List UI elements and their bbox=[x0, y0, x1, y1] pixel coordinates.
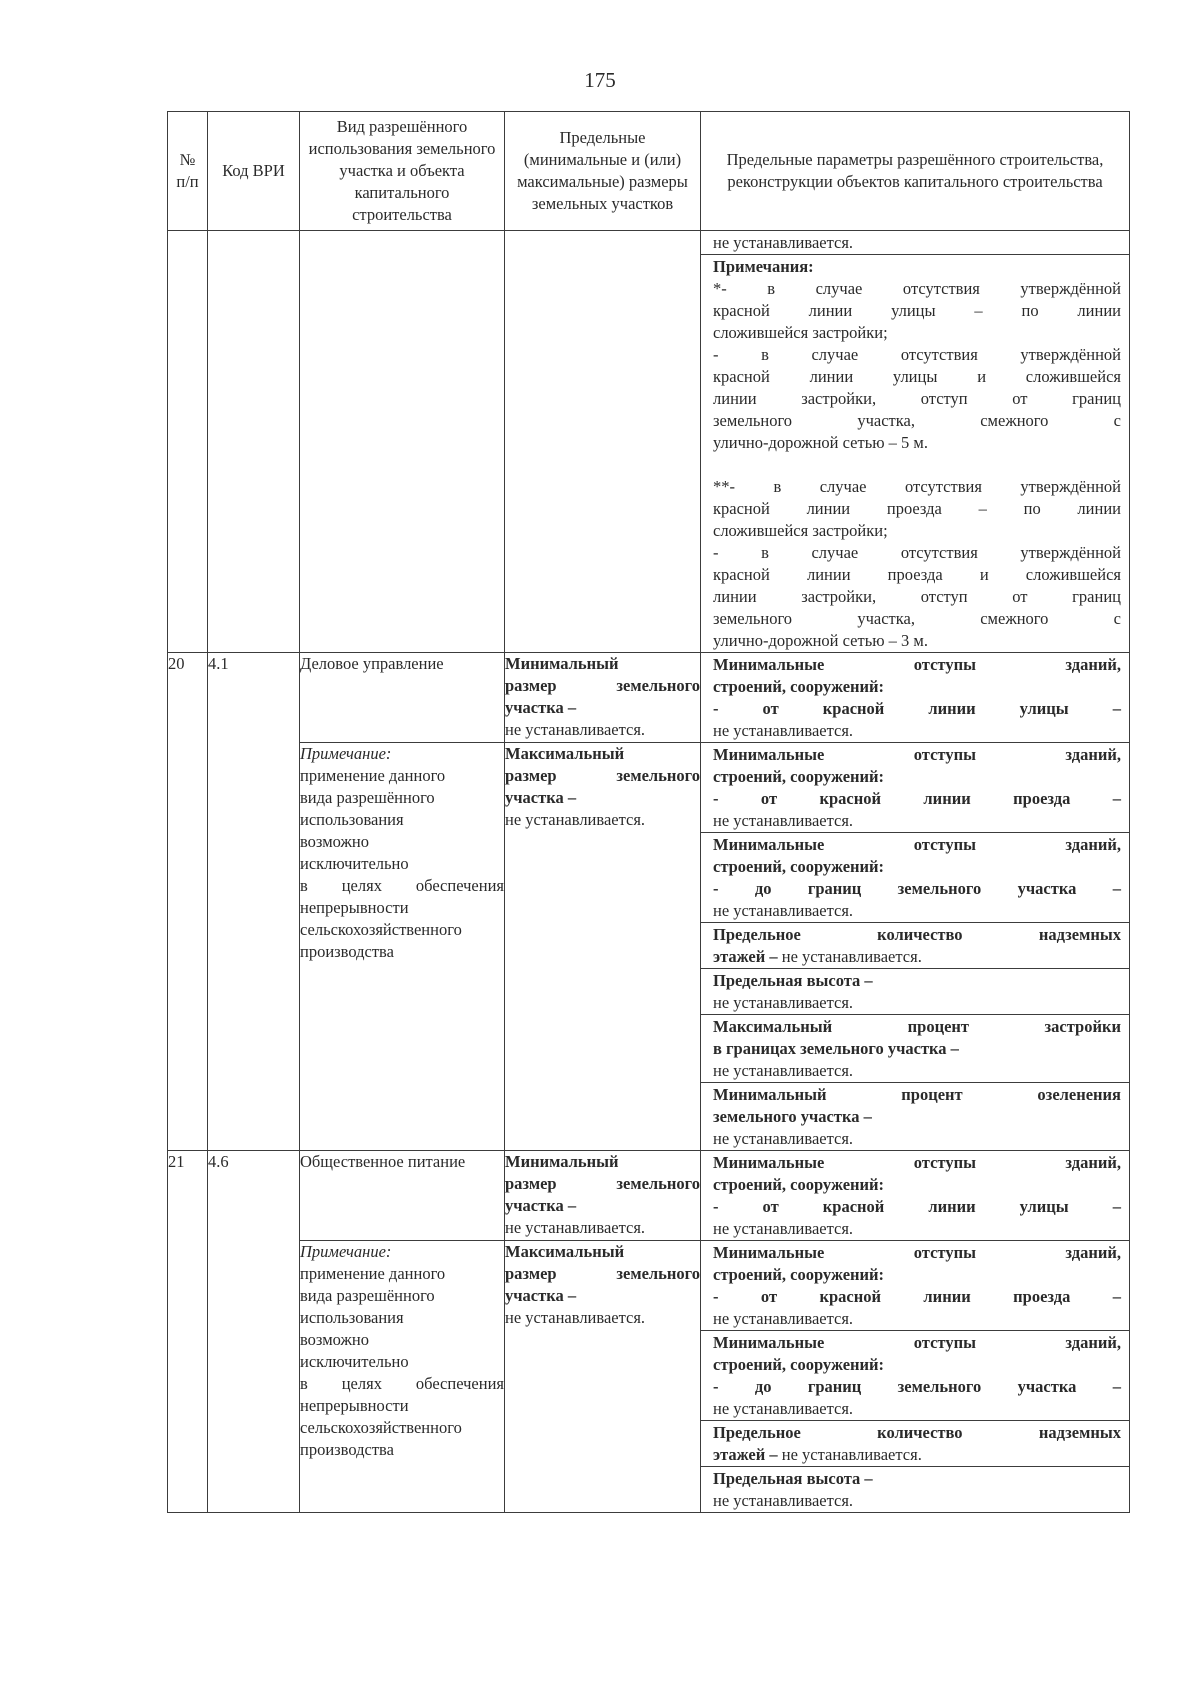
cell-params bbox=[701, 231, 1130, 653]
notes-block: Примечания: *- в случае отсутствия утверждённой красной линии улицы – по линии сложившейся застройки; - в случае отсутствия утверждённой красной линии улицы и сложившейся линии застройки, отступ от границ земельного участка, смежного с улично-дорожной сетью – 5 м. **- в случае отсутствия утверждённой красной линии проезда – по линии сложившейся застройки; - в случае отсутствия утверждённой красной линии проезда и сложившейся линии застройки, отступ от границ земельного участка, смежного с улично-дорожной сетью – 3 м. bbox=[701, 254, 1129, 652]
cell-size bbox=[505, 231, 701, 653]
row-number: 20 bbox=[168, 653, 208, 1151]
param-green: Минимальный процент озеленения земельного участка – не устанавливается. bbox=[701, 1082, 1129, 1150]
table-row bbox=[168, 653, 1130, 743]
page-number: 175 bbox=[584, 68, 616, 92]
row-use: Деловое управление bbox=[300, 653, 505, 743]
table-header-row bbox=[168, 112, 1130, 231]
row-max-size: Максимальный размер земельного участка – не устанавливается. bbox=[505, 1241, 701, 1513]
param-built: Максимальный процент застройки в границах земельного участка – не устанавливается. bbox=[701, 1014, 1129, 1082]
param-height: Предельная высота – не устанавливается. bbox=[701, 968, 1129, 1014]
row-params-street: Минимальные отступы зданий, строений, сооружений: - от красной линии улицы – не устанавливается. bbox=[701, 653, 1130, 743]
param-height: Предельная высота – не устанавливается. bbox=[701, 1466, 1129, 1512]
params-first-block: не устанавливается. bbox=[713, 233, 854, 252]
row-note: Примечание: применение данного вида разрешённого использования возможно исключительно в целях обеспечения непрерывности сельскохозяйственного производства bbox=[300, 1241, 505, 1513]
header-size: Предельные (минимальные и (или) максимальные) размеры земельных участков bbox=[505, 112, 701, 231]
cell-code bbox=[208, 231, 300, 653]
row-note: Примечание: применение данного вида разрешённого использования возможно исключительно в целях обеспечения непрерывности сельскохозяйственного производства bbox=[300, 743, 505, 1151]
param-border: Минимальные отступы зданий, строений, сооружений: - до границ земельного участка – не устанавливается. bbox=[701, 832, 1129, 922]
param-drive: Минимальные отступы зданий, строений, сооружений: - от красной линии проезда – не устанавливается. bbox=[713, 1243, 1121, 1328]
header-code: Код ВРИ bbox=[208, 112, 300, 231]
cell-num bbox=[168, 231, 208, 653]
param-drive: Минимальные отступы зданий, строений, сооружений: - от красной линии проезда – не устанавливается. bbox=[713, 745, 1121, 830]
row-code: 4.1 bbox=[208, 653, 300, 1151]
row-max-size: Максимальный размер земельного участка – не устанавливается. bbox=[505, 743, 701, 1151]
param-floors: Предельное количество надземных этажей – не устанавливается. bbox=[701, 1420, 1129, 1466]
header-num: № п/п bbox=[168, 112, 208, 231]
row-use: Общественное питание bbox=[300, 1151, 505, 1241]
table-row bbox=[168, 1241, 1130, 1513]
table-row bbox=[168, 1151, 1130, 1241]
table-row-continuation bbox=[168, 231, 1130, 653]
header-params: Предельные параметры разрешённого строительства, реконструкции объектов капитального строительства bbox=[701, 112, 1130, 231]
table-row bbox=[168, 743, 1130, 1151]
row-min-size: Минимальный размер земельного участка – не устанавливается. bbox=[505, 653, 701, 743]
param-border: Минимальные отступы зданий, строений, сооружений: - до границ земельного участка – не устанавливается. bbox=[701, 1330, 1129, 1420]
row-number: 21 bbox=[168, 1151, 208, 1513]
param-floors: Предельное количество надземных этажей – не устанавливается. bbox=[701, 922, 1129, 968]
row-min-size: Минимальный размер земельного участка – не устанавливается. bbox=[505, 1151, 701, 1241]
regulations-table bbox=[167, 111, 1130, 1513]
row-params-other bbox=[701, 743, 1130, 1151]
cell-use bbox=[300, 231, 505, 653]
header-use: Вид разрешённого использования земельного участка и объекта капитального строительства bbox=[300, 112, 505, 231]
row-params-street: Минимальные отступы зданий, строений, сооружений: - от красной линии улицы – не устанавливается. bbox=[701, 1151, 1130, 1241]
row-code: 4.6 bbox=[208, 1151, 300, 1513]
row-params-other bbox=[701, 1241, 1130, 1513]
